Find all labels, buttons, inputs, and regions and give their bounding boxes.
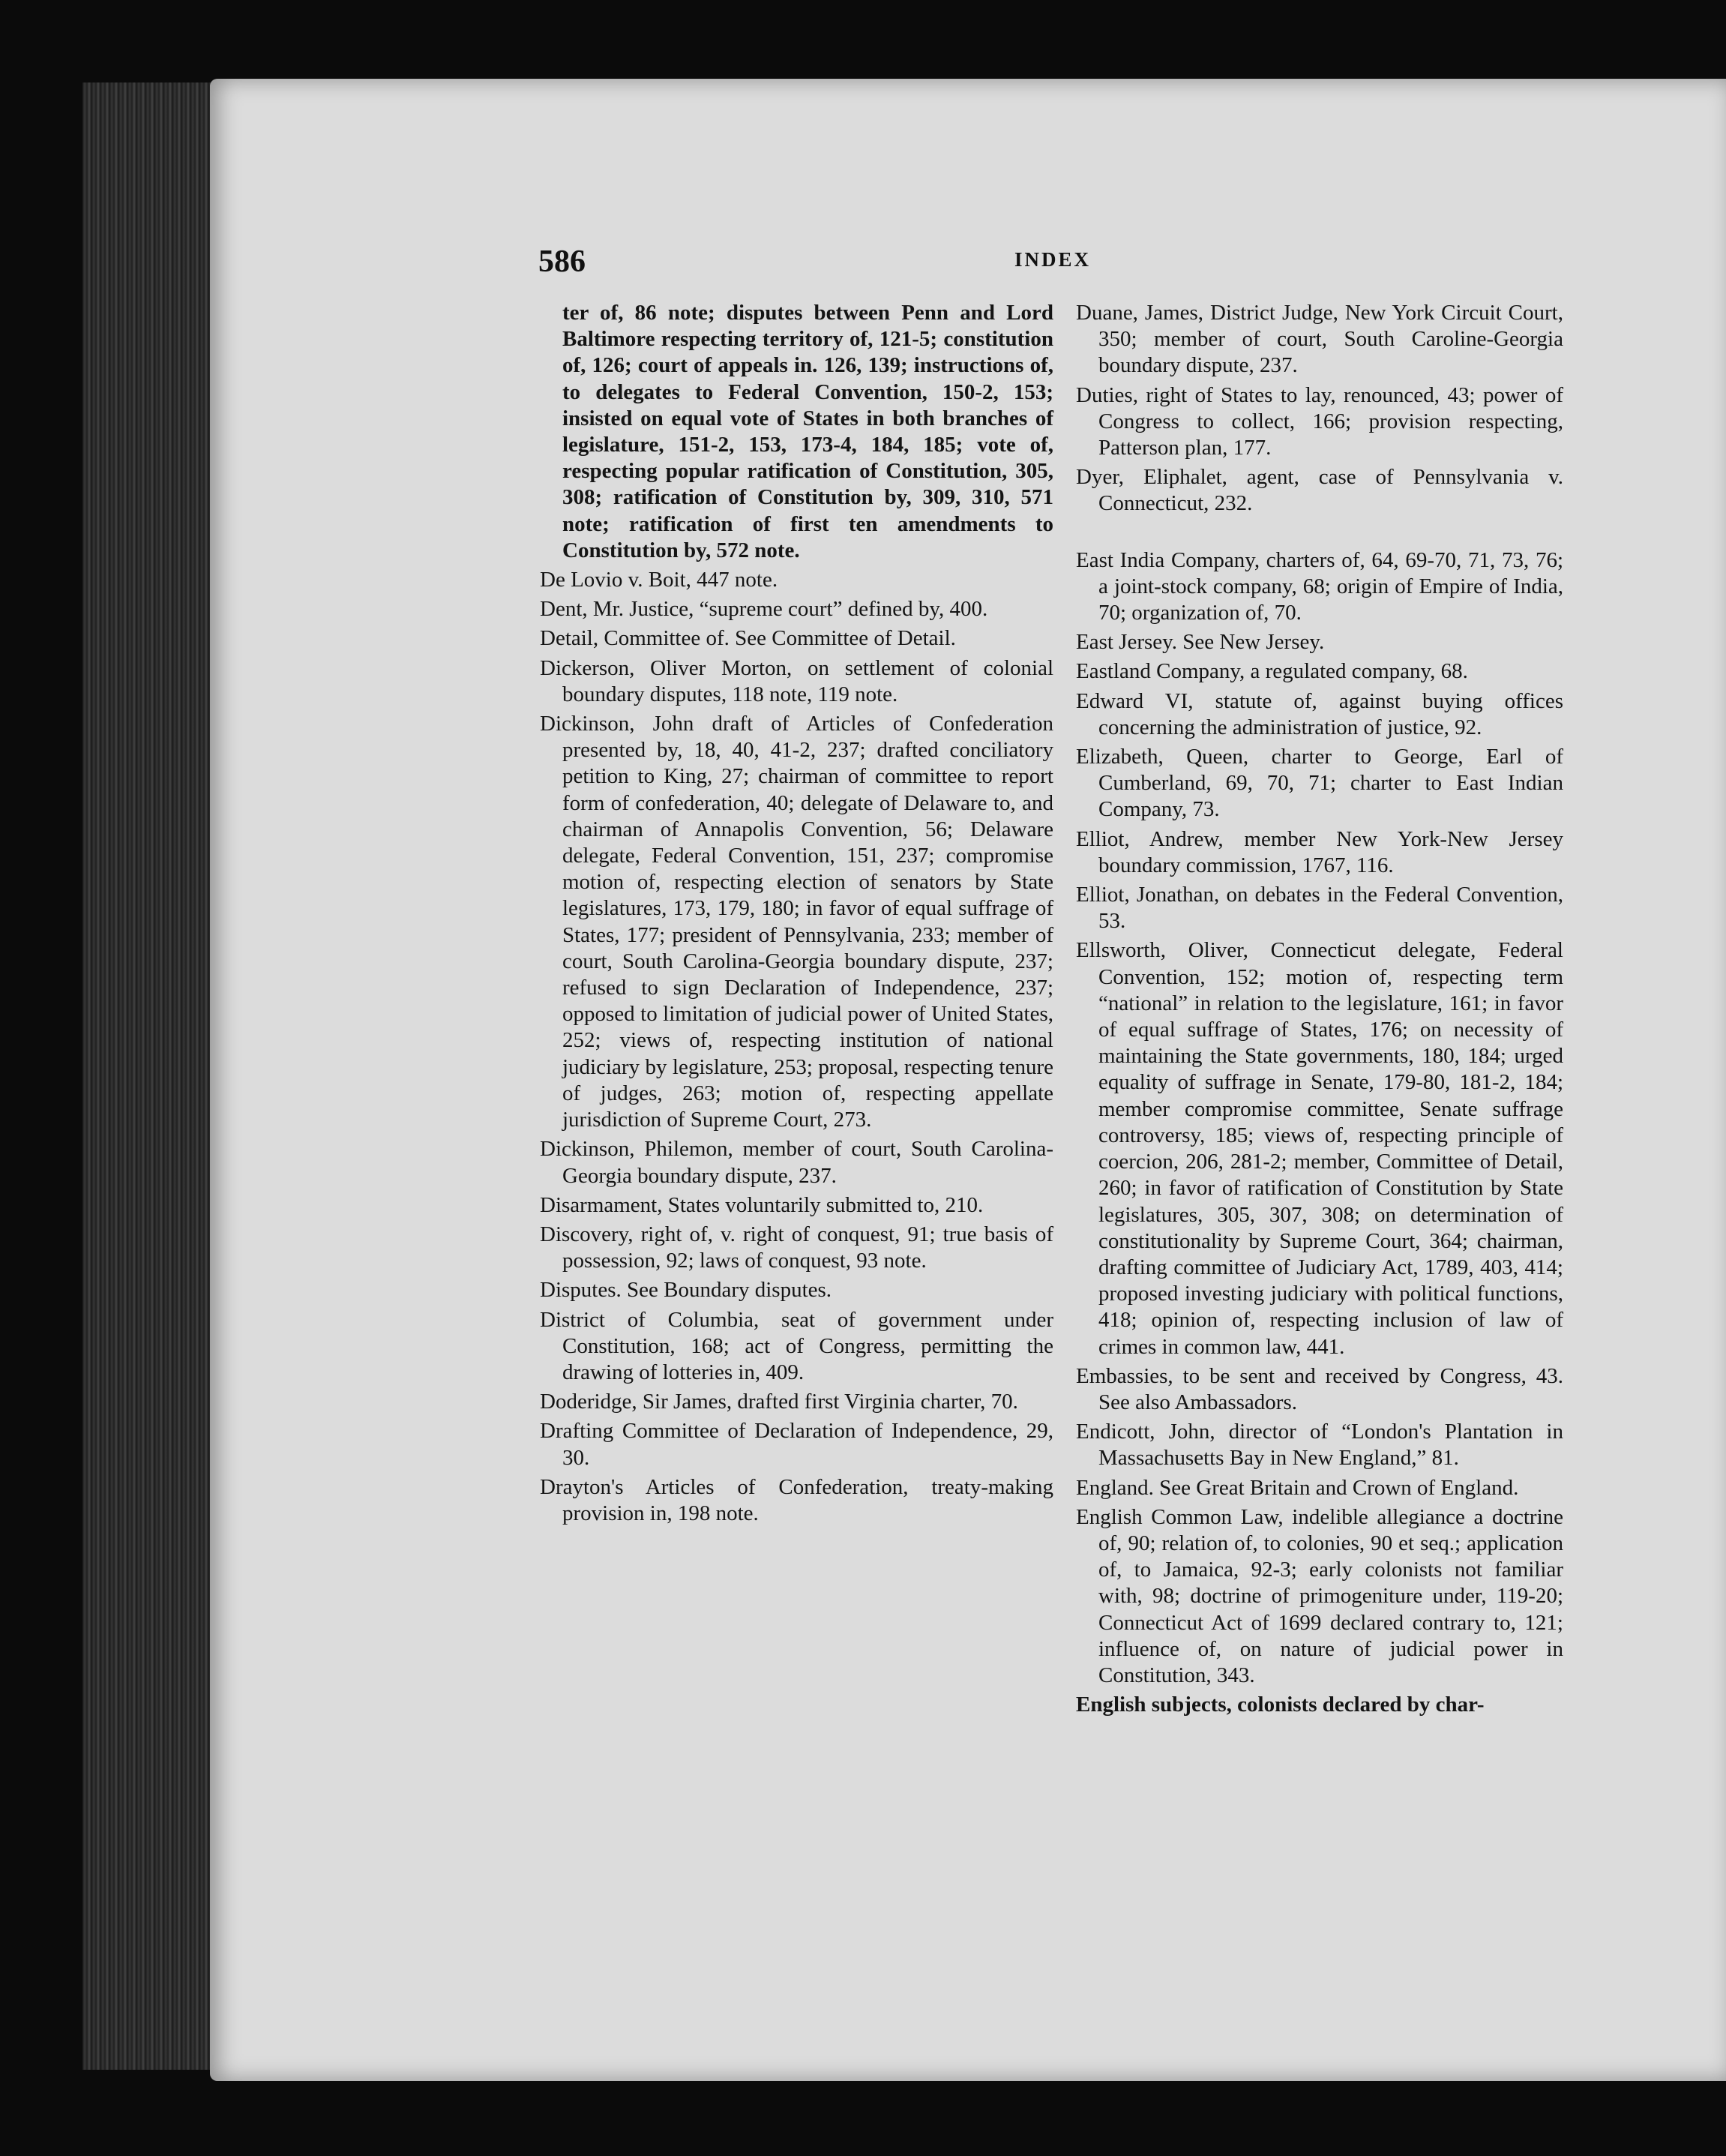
letter-section-gap [1076,520,1563,547]
page-number: 586 [538,244,586,279]
index-entry: Disputes. See Boundary disputes. [540,1278,832,1303]
index-entry: English Common Law, indelible allegiance a doctrine of, 90; relation of, to colonies, 90 et seq.; application of, to Jamaica, 92-3; early colonists not familiar with, 98; doctrine of primogeniture under, 119-20; Connecticut Act of 1699 declared contrary to, 121; influence of, on nature of judicial power in Constitution, 343. [1076,1504,1563,1687]
index-entry: District of Columbia, seat of government under Constitution, 168; act of Congress, permitting the drawing of lotteries in, 409. [540,1307,1053,1384]
index-entry: Discovery, right of, v. right of conquest, 91; true basis of possession, 92; laws of conquest, 93 note. [540,1222,1053,1273]
book-page-edges [82,82,221,2070]
index-entry: Duane, James, District Judge, New York Circuit Court, 350; member of court, South Caroline-Georgia boundary dispute, 237. [1076,301,1563,378]
running-head [538,244,1588,289]
index-entry: Elliot, Jonathan, on debates in the Federal Convention, 53. [1076,883,1563,934]
index-entry: De Lovio v. Boit, 447 note. [540,568,778,592]
index-entry: Ellsworth, Oliver, Connecticut delegate, Federal Convention, 152; motion of, respecting term “national” in relation to the legislature, 161; in favor of equal suffrage of States, 176; on necessity of maintaining the State governments, 180, 184; urged equality of suffrage in Senate, 179-80, 181-2, 184; member compromise committee, Senate suffrage controversy, 185; views of, respecting principle of coercion, 206, 281-2; member, Committee of Detail, 260; in favor of ratification of Constitution by State legislatures, 305, 307, 308; on determination of constitutionality by Supreme Court, 364; chairman, drafting committee of Judiciary Act, 1789, 403, 414; proposed investing judiciary with political functions, 418; opinion of, respecting inclusion of law of crimes in common law, 441. [1076,938,1563,1359]
index-entry: Elliot, Andrew, member New York-New Jersey boundary commission, 1767, 116. [1076,826,1563,877]
index-entry: Endicott, John, director of “London's Plantation in Massachusetts Bay in New England,” 81. [1076,1420,1563,1471]
index-entry: Eastland Company, a regulated company, 68. [1076,659,1468,684]
index-entry: Dent, Mr. Justice, “supreme court” defined by, 400. [540,597,988,622]
index-entry: Dickinson, Philemon, member of court, South Carolina-Georgia boundary dispute, 237. [540,1137,1053,1188]
index-entry: Duties, right of States to lay, renounced, 43; power of Congress to collect, 166; provision respecting, Patterson plan, 177. [1076,382,1563,460]
index-entry: Disarmament, States voluntarily submitted to, 210. [540,1192,984,1217]
index-entry: Dickinson, John draft of Articles of Confederation presented by, 18, 40, 41-2, 237; drafted conciliatory petition to King, 27; chairman of committee to report form of confederation, 40; delegate of Delaware to, and chairman of Annapolis Convention, 56; Delaware delegate, Federal Convention, 151, 237; compromise motion of, respecting election of senators by State legislatures, 173, 179, 180; in favor of equal suffrage of States, 177; president of Pennsylvania, 233; member of court, South Carolina-Georgia boundary dispute, 237; refused to sign Declaration of Independence, 237; opposed to limitation of judicial power of United States, 252; views of, respecting institution of national judiciary by legislature, 253; proposal, respecting tenure of judges, 263; motion of, respecting appellate jurisdiction of Supreme Court, 273. [540,712,1053,1132]
index-entry: Drafting Committee of Declaration of Independence, 29, 30. [540,1419,1053,1470]
index-column-right [1076,300,1563,1721]
index-entry: Embassies, to be sent and received by Congress, 43. See also Ambassadors. [1076,1363,1563,1414]
index-entry: Detail, Committee of. See Committee of Detail. [540,626,956,651]
index-entry: Elizabeth, Queen, charter to George, Earl of Cumberland, 69, 70, 71; charter to East Indian Company, 73. [1076,745,1563,822]
index-entry: Drayton's Articles of Confederation, treaty-making provision in, 198 note. [540,1474,1053,1525]
index-entry: England. See Great Britain and Crown of England. [1076,1475,1519,1500]
index-entry: Doderidge, Sir James, drafted first Virginia charter, 70. [540,1390,1018,1414]
index-entry: East Jersey. See New Jersey. [1076,630,1325,655]
index-entry: Dyer, Eliphalet, agent, case of Pennsylvania v. Connecticut, 232. [1076,465,1563,516]
index-entry: Dickerson, Oliver Morton, on settlement of colonial boundary disputes, 118 note, 119 note. [540,655,1053,706]
index-column-left [540,300,1053,1530]
index-entry: English subjects, colonists declared by char- [1076,1693,1485,1717]
section-title: INDEX [1014,248,1092,271]
index-entry: ter of, 86 note; disputes between Penn and Lord Baltimore respecting territory of, 121-5; constitution of, 126; court of appeals in. 126, 139; instructions of, to delegates to Federal Convention, 150-2, 153; insisted on equal vote of States in both branches of legislature, 151-2, 153, 173-4, 184, 185; vote of, respecting popular ratification of Constitution, 305, 308; ratification of Constitution by, 309, 310, 571 note; ratification of first ten amendments to Constitution by, 572 note. [562,301,1053,562]
index-entry: East India Company, charters of, 64, 69-70, 71, 73, 76; a joint-stock company, 68; origin of Empire of India, 70; organization of, 70. [1076,547,1563,625]
index-entry: Edward VI, statute of, against buying offices concerning the administration of justice, 92. [1076,688,1563,739]
